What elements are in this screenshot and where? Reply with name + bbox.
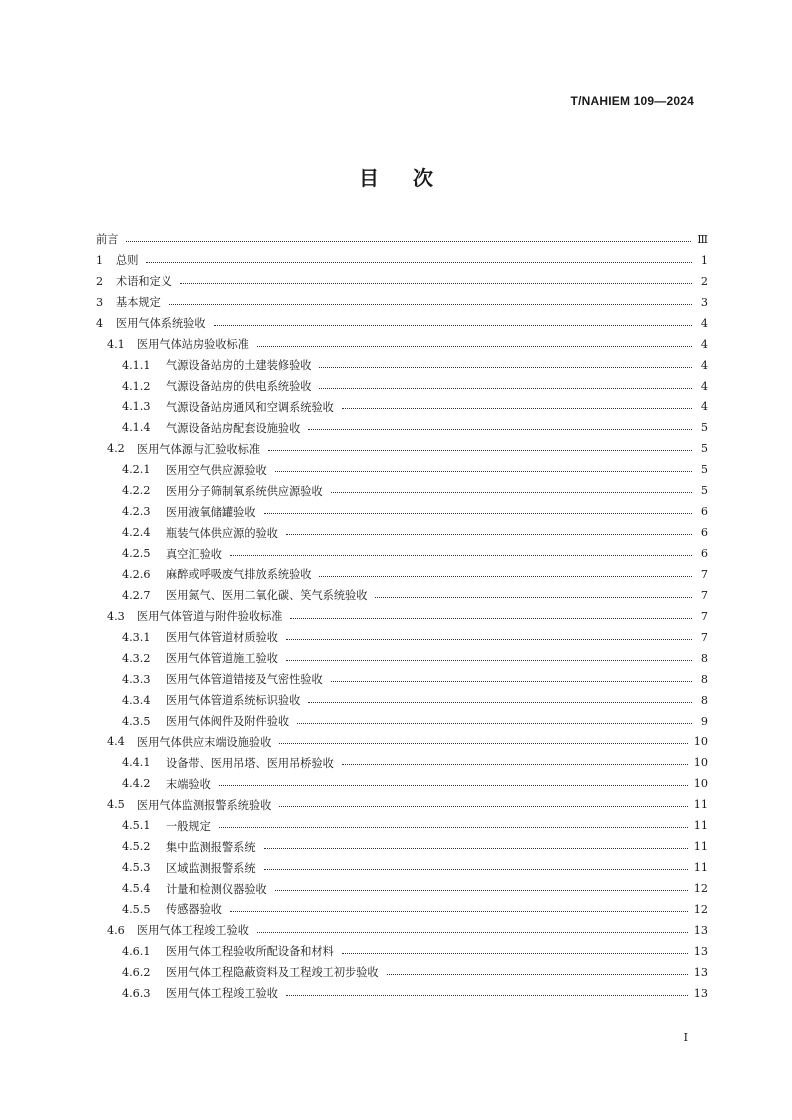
toc-entry-page: 8: [700, 693, 708, 707]
toc-entry[interactable]: [96, 627, 708, 648]
table-of-contents: [96, 229, 708, 1004]
toc-leader-dots: [286, 639, 692, 640]
toc-entry-page: 9: [700, 714, 708, 728]
toc-entry[interactable]: [96, 857, 708, 878]
toc-entry-number: 4.1.2: [122, 379, 151, 393]
toc-entry-number: 4.1.1: [122, 358, 151, 372]
toc-leader-dots: [214, 325, 692, 326]
toc-entry-page: 2: [700, 274, 708, 288]
toc-entry[interactable]: [96, 836, 708, 857]
toc-entry[interactable]: [96, 815, 708, 836]
toc-entry-title: 设备带、医用吊塔、医用吊桥验收: [166, 756, 334, 770]
toc-entry-title: 计量和检测仪器验收: [166, 882, 267, 896]
toc-leader-dots: [286, 534, 692, 535]
toc-entry-number: 4.2.5: [122, 547, 151, 561]
toc-entry[interactable]: [96, 292, 708, 313]
toc-entry-number: 4.5.3: [122, 861, 151, 875]
toc-entry-title: 医用气体工程竣工验收: [166, 987, 278, 1001]
toc-entry[interactable]: [96, 983, 708, 1004]
toc-entry-title: 医用气体阀件及附件验收: [166, 715, 290, 729]
toc-entry-title: 医用气体监测报警系统验收: [137, 798, 272, 812]
toc-entry-number: 4.5.2: [122, 840, 151, 854]
toc-entry-page: 7: [700, 588, 708, 602]
toc-leader-dots: [275, 890, 688, 891]
toc-leader-dots: [180, 283, 692, 284]
toc-entry-number: 4.5.1: [122, 819, 151, 833]
toc-entry-page: 4: [700, 316, 708, 330]
toc-leader-dots: [286, 660, 692, 661]
toc-entry-title: 真空汇验收: [166, 547, 222, 561]
toc-entry-number: 4.2.6: [122, 567, 151, 581]
toc-entry-page: 6: [700, 526, 708, 540]
toc-leader-dots: [319, 576, 692, 577]
toc-leader-dots: [308, 429, 692, 430]
toc-leader-dots: [257, 932, 688, 933]
toc-entry-page: 5: [700, 421, 708, 435]
toc-entry-number: 4.3.3: [122, 672, 151, 686]
toc-entry[interactable]: [96, 648, 708, 669]
toc-entry-title: 集中监测报警系统: [166, 840, 256, 854]
toc-entry-page: 8: [700, 651, 708, 665]
toc-entry-page: 12: [693, 882, 708, 896]
toc-entry-page: 5: [700, 484, 708, 498]
toc-entry-page: 10: [693, 777, 708, 791]
toc-entry[interactable]: [96, 271, 708, 292]
toc-entry-number: 4.5.4: [122, 882, 151, 896]
toc-entry-title: 医用气体工程验收所配设备和材料: [166, 945, 334, 959]
toc-entry-number: 4.3: [107, 609, 125, 623]
toc-entry-number: 1: [96, 253, 104, 267]
toc-entry-page: 12: [693, 902, 708, 916]
toc-leader-dots: [230, 911, 688, 912]
toc-entry[interactable]: [96, 334, 708, 355]
toc-leader-dots: [331, 492, 692, 493]
toc-leader-dots: [275, 471, 692, 472]
toc-entry-number: 4.5: [107, 798, 125, 812]
toc-entry-title: 医用氮气、医用二氧化碳、笑气系统验收: [166, 589, 368, 603]
toc-entry-number: 4.4.2: [122, 777, 151, 791]
toc-leader-dots: [319, 367, 692, 368]
toc-entry-page: 11: [693, 819, 708, 833]
toc-entry-number: 4.1: [107, 337, 125, 351]
toc-entry-number: 4: [96, 316, 104, 330]
toc-entry-number: 4.4: [107, 735, 125, 749]
toc-entry-title: 医用气体站房验收标准: [137, 338, 249, 352]
toc-entry[interactable]: [96, 480, 708, 501]
toc-entry-title: 医用气体工程隐蔽资料及工程竣工初步验收: [166, 966, 379, 980]
toc-entry-title: 末端验收: [166, 777, 211, 791]
toc-leader-dots: [375, 597, 692, 598]
toc-entry[interactable]: [96, 250, 708, 271]
toc-leader-dots: [230, 555, 692, 556]
toc-entry-title: 医用气体源与汇验收标准: [137, 442, 261, 456]
toc-entry-number: 4.4.1: [122, 756, 151, 770]
toc-entry[interactable]: [96, 397, 708, 418]
toc-entry-title: 传感器验收: [166, 903, 222, 917]
toc-entry[interactable]: [96, 669, 708, 690]
toc-entry[interactable]: [96, 920, 708, 941]
toc-leader-dots: [342, 408, 692, 409]
toc-entry[interactable]: [96, 773, 708, 794]
toc-entry-title: 医用气体系统验收: [116, 317, 206, 331]
toc-leader-dots: [279, 806, 687, 807]
toc-entry-title: 医用气体管道施工验收: [166, 652, 278, 666]
page-title: [0, 162, 792, 191]
toc-entry-page: 7: [700, 567, 708, 581]
toc-entry[interactable]: [96, 962, 708, 983]
toc-entry-page: 1: [700, 253, 708, 267]
toc-entry-number: 4.6: [107, 923, 125, 937]
toc-entry-page: 13: [693, 944, 708, 958]
toc-entry-title: 医用液氧储罐验收: [166, 505, 256, 519]
document-code: T/NAHIEM 109—2024: [570, 94, 694, 108]
toc-entry-title: 瓶装气体供应源的验收: [166, 526, 278, 540]
toc-entry-title: 医用气体管道系统标识验收: [166, 694, 301, 708]
toc-leader-dots: [387, 974, 688, 975]
toc-leader-dots: [342, 764, 688, 765]
toc-entry-page: Ⅲ: [697, 232, 708, 246]
toc-leader-dots: [279, 743, 687, 744]
toc-entry[interactable]: [96, 376, 708, 397]
toc-leader-dots: [268, 450, 692, 451]
toc-entry-page: 13: [693, 965, 708, 979]
page-number: I: [683, 1031, 688, 1044]
toc-entry-title: 医用气体工程竣工验收: [137, 924, 249, 938]
toc-leader-dots: [169, 304, 692, 305]
toc-entry-number: 4.6.3: [122, 986, 151, 1000]
toc-entry[interactable]: [96, 606, 708, 627]
title-char-2: 次: [413, 166, 433, 190]
toc-entry-number: 4.3.2: [122, 651, 151, 665]
toc-entry-number: 4.2.2: [122, 484, 151, 498]
toc-entry-number: 4.3.4: [122, 693, 151, 707]
toc-entry[interactable]: [96, 355, 708, 376]
toc-entry-title: 医用气体管道与附件验收标准: [137, 610, 283, 624]
title-char-1: 目: [359, 166, 379, 190]
toc-entry-title: 区域监测报警系统: [166, 861, 256, 875]
toc-leader-dots: [308, 702, 692, 703]
toc-entry[interactable]: [96, 522, 708, 543]
toc-entry[interactable]: [96, 313, 708, 334]
toc-entry-number: 4.2.1: [122, 463, 151, 477]
toc-leader-dots: [286, 995, 688, 996]
toc-entry-title: 一般规定: [166, 819, 211, 833]
toc-leader-dots: [290, 618, 692, 619]
toc-entry[interactable]: [96, 899, 708, 920]
toc-entry-number: 3: [96, 295, 104, 309]
toc-entry[interactable]: [96, 543, 708, 564]
toc-leader-dots: [319, 388, 692, 389]
toc-entry-title: 气源设备站房通风和空调系统验收: [166, 400, 334, 414]
toc-entry[interactable]: [96, 229, 708, 250]
toc-leader-dots: [219, 785, 688, 786]
toc-entry-number: 4.3.5: [122, 714, 151, 728]
toc-entry-number: 4.6.1: [122, 944, 151, 958]
toc-entry-title: 医用气体供应末端设施验收: [137, 735, 272, 749]
toc-entry-title: 医用空气供应源验收: [166, 463, 267, 477]
toc-entry-page: 7: [700, 609, 708, 623]
toc-entry-number: 4.3.1: [122, 630, 151, 644]
toc-entry-title: 术语和定义: [116, 275, 172, 289]
toc-entry[interactable]: [96, 417, 708, 438]
toc-entry-page: 4: [700, 400, 708, 414]
toc-entry-title: 气源设备站房的土建装修验收: [166, 359, 312, 373]
toc-entry-page: 11: [693, 798, 708, 812]
toc-entry-title: 医用分子筛制氧系统供应源验收: [166, 484, 323, 498]
toc-entry-page: 4: [700, 379, 708, 393]
toc-entry-number: 4.1.4: [122, 421, 151, 435]
toc-entry[interactable]: [96, 690, 708, 711]
toc-entry-title: 气源设备站房的供电系统验收: [166, 380, 312, 394]
toc-entry-page: 8: [700, 672, 708, 686]
toc-entry-title: 基本规定: [116, 296, 161, 310]
toc-entry-number: 4.2.4: [122, 526, 151, 540]
toc-entry-number: 4.5.5: [122, 902, 151, 916]
toc-entry[interactable]: [96, 732, 708, 753]
toc-leader-dots: [342, 953, 688, 954]
toc-entry-title: 麻醉或呼吸废气排放系统验收: [166, 568, 312, 582]
toc-entry-number: 2: [96, 274, 104, 288]
toc-entry-page: 4: [700, 337, 708, 351]
toc-entry-title: 医用气体管道错接及气密性验收: [166, 673, 323, 687]
toc-entry-page: 4: [700, 358, 708, 372]
toc-leader-dots: [264, 848, 688, 849]
toc-leader-dots: [257, 346, 692, 347]
toc-entry-title: 总则: [116, 254, 139, 268]
toc-entry-number: 4.1.3: [122, 400, 151, 414]
toc-entry-page: 11: [693, 840, 708, 854]
toc-entry-page: 13: [693, 986, 708, 1000]
toc-entry-page: 11: [693, 861, 708, 875]
toc-entry-page: 13: [693, 923, 708, 937]
toc-leader-dots: [219, 827, 688, 828]
toc-leader-dots: [126, 241, 691, 242]
toc-entry[interactable]: [96, 564, 708, 585]
toc-entry[interactable]: [96, 585, 708, 606]
toc-entry-page: 6: [700, 547, 708, 561]
toc-entry-title: 前言: [96, 233, 119, 247]
toc-entry-page: 7: [700, 630, 708, 644]
toc-leader-dots: [264, 869, 688, 870]
toc-entry-page: 5: [700, 442, 708, 456]
toc-entry[interactable]: [96, 941, 708, 962]
toc-leader-dots: [146, 262, 692, 263]
toc-entry-number: 4.2: [107, 442, 125, 456]
toc-entry[interactable]: [96, 459, 708, 480]
toc-entry[interactable]: [96, 878, 708, 899]
toc-entry-page: 5: [700, 463, 708, 477]
toc-entry-page: 10: [693, 735, 708, 749]
toc-entry-title: 气源设备站房配套设施验收: [166, 421, 301, 435]
toc-entry-page: 6: [700, 505, 708, 519]
toc-entry[interactable]: [96, 752, 708, 773]
toc-entry-number: 4.6.2: [122, 965, 151, 979]
toc-entry-page: 3: [700, 295, 708, 309]
toc-entry-title: 医用气体管道材质验收: [166, 631, 278, 645]
toc-entry[interactable]: [96, 794, 708, 815]
toc-entry-page: 10: [693, 756, 708, 770]
toc-entry[interactable]: [96, 711, 708, 732]
toc-entry-number: 4.2.7: [122, 588, 151, 602]
toc-leader-dots: [297, 723, 692, 724]
toc-leader-dots: [331, 681, 692, 682]
toc-entry[interactable]: [96, 438, 708, 459]
toc-entry[interactable]: [96, 501, 708, 522]
toc-leader-dots: [264, 513, 692, 514]
toc-entry-number: 4.2.3: [122, 505, 151, 519]
